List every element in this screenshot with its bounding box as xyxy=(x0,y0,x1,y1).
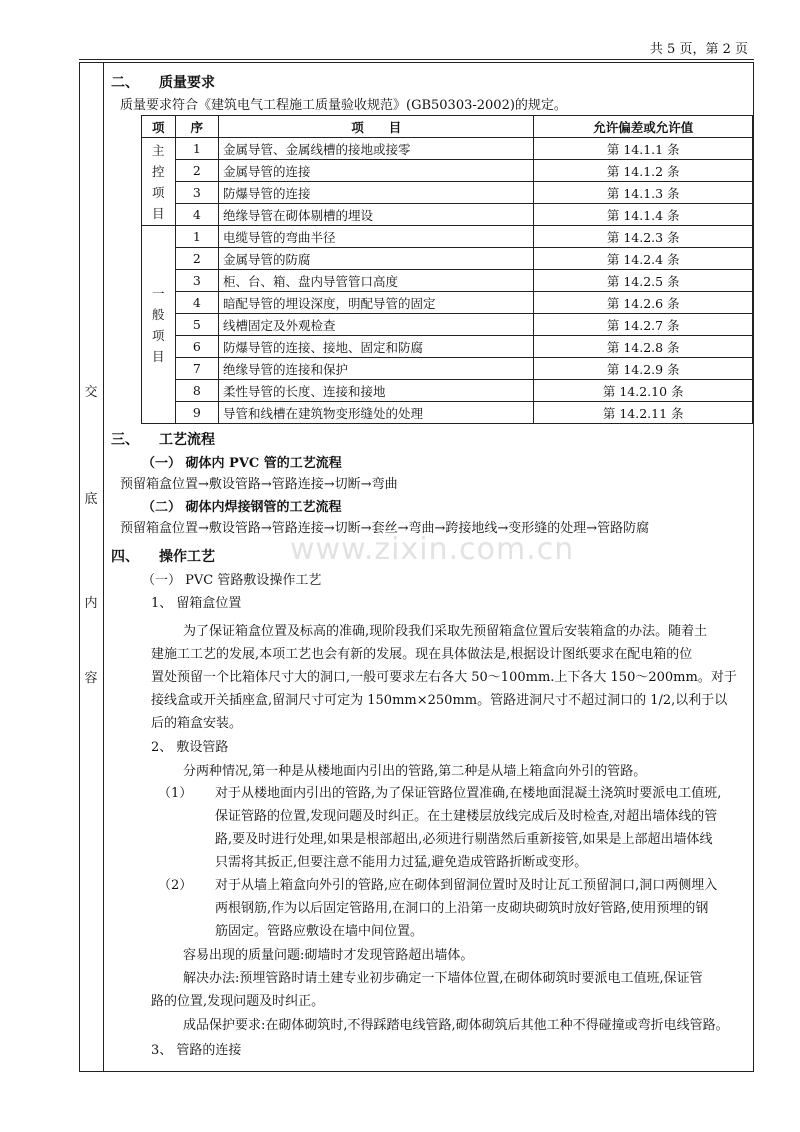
subsection-title: （二） 砌体内焊接钢管的工艺流程 xyxy=(142,500,342,515)
row-ref: 第 14.2.9 条 xyxy=(534,358,753,380)
category-char: 项 xyxy=(152,184,165,200)
row-ref: 第 14.2.8 条 xyxy=(534,336,753,358)
section-heading xyxy=(111,546,215,566)
row-item: 柔性导管的长度、连接和接地 xyxy=(218,380,533,402)
case-number: （2） xyxy=(158,878,193,893)
table-header: 项 xyxy=(142,116,176,138)
row-number: 4 xyxy=(175,204,218,226)
section-heading xyxy=(111,72,215,92)
row-ref: 第 14.2.11 条 xyxy=(534,402,753,424)
paragraph-line: 分两种情况,第一种是从楼地面内引出的管路,第二种是从墙上箱盒向外引的管路。 xyxy=(183,764,647,779)
table-row xyxy=(142,380,753,402)
paragraph-line: 容易出现的质量问题:砌墙时才发现管路超出墙体。 xyxy=(183,948,474,963)
row-number: 4 xyxy=(175,292,218,314)
section-number: 二、 xyxy=(111,75,139,91)
row-ref: 第 14.1.1 条 xyxy=(534,138,753,160)
category-char: 目 xyxy=(152,348,165,364)
table-header-row xyxy=(142,116,753,138)
row-ref: 第 14.1.2 条 xyxy=(534,160,753,182)
item-title: 1、 留箱盒位置 xyxy=(151,596,242,611)
table-header: 序 xyxy=(175,116,218,138)
row-item: 绝缘导管在砌体剔槽的埋设 xyxy=(218,204,533,226)
table-row xyxy=(142,182,753,204)
table-row xyxy=(142,358,753,380)
case-number: （1） xyxy=(158,786,193,801)
row-ref: 第 14.2.3 条 xyxy=(534,226,753,248)
table-row xyxy=(142,204,753,226)
section-number: 四、 xyxy=(111,549,139,565)
subsection-title: （一） 砌体内 PVC 管的工艺流程 xyxy=(142,456,342,471)
paragraph-line: 路的位置,发现问题及时纠正。 xyxy=(151,994,325,1009)
paragraph-line: 对于从楼地面内引出的管路,为了保证管路位置准确,在楼地面混凝土浇筑时要派电工值班, xyxy=(215,786,722,801)
paragraph-line: 解决办法:预埋管路时请土建专业初步确定一下墙体位置,在砌体砌筑时要派电工值班,保证管 xyxy=(183,971,703,986)
main-items-label xyxy=(142,138,176,226)
table-row xyxy=(142,248,753,270)
row-number: 1 xyxy=(175,226,218,248)
table-row xyxy=(142,226,753,248)
paragraph-line: 只需将其扳正,但要注意不能用力过猛,避免造成管路折断或变形。 xyxy=(215,855,588,870)
category-char: 项 xyxy=(152,327,165,343)
row-item: 防爆导管的连接、接地、固定和防腐 xyxy=(218,336,533,358)
row-number: 2 xyxy=(175,248,218,270)
page-number: 共 5 页，第 2 页 xyxy=(649,42,748,57)
row-number: 3 xyxy=(175,270,218,292)
item-title: 2、 敷设管路 xyxy=(151,740,229,755)
table-header: 允许偏差或允许值 xyxy=(534,116,753,138)
row-item: 金属导管的连接 xyxy=(218,160,533,182)
row-number: 8 xyxy=(175,380,218,402)
left-label-column xyxy=(80,63,104,1071)
quality-table xyxy=(141,115,753,424)
process-flow: 预留箱盒位置→敷设管路→管路连接→切断→弯曲 xyxy=(120,477,398,492)
row-number: 9 xyxy=(175,402,218,424)
row-item: 导管和线槽在建筑物变形缝处的处理 xyxy=(218,402,533,424)
section-heading xyxy=(111,429,215,449)
row-ref: 第 14.2.10 条 xyxy=(534,380,753,402)
paragraph-line: 对于从墙上箱盒向外引的管路,应在砌体到留洞位置时及时让瓦工预留洞口,洞口两侧埋入 xyxy=(215,878,718,893)
item-title: 3、 管路的连接 xyxy=(151,1043,242,1058)
row-number: 3 xyxy=(175,182,218,204)
row-ref: 第 14.1.3 条 xyxy=(534,182,753,204)
row-number: 5 xyxy=(175,314,218,336)
paragraph-line: 置处预留一个比箱体尺寸大的洞口,一般可要求左右各大 50～100mm.上下各大 150～200mm。对于 xyxy=(151,670,737,685)
paragraph-line: 为了保证箱盒位置及标高的准确,现阶段我们采取先预留箱盒位置后安装箱盒的办法。随着土 xyxy=(183,624,708,639)
left-label-char: 底 xyxy=(84,492,98,507)
section-title: 质量要求 xyxy=(159,75,215,91)
row-ref: 第 14.2.6 条 xyxy=(534,292,753,314)
paragraph-line: 接线盒或开关插座盒,留洞尺寸可定为 150mm×250mm。管路进洞尺寸不超过洞口的 1/2,以利于以 xyxy=(151,693,728,708)
paragraph-line: 成品保护要求:在砌体砌筑时,不得踩踏电线管路,砌体砌筑后其他工种不得碰撞或弯折电线管路。 xyxy=(183,1018,729,1033)
paragraph-line: 建施工工艺的发展,本项工艺也会有新的发展。现在具体做法是,根据设计图纸要求在配电箱的位 xyxy=(151,647,693,662)
category-char: 一 xyxy=(152,285,165,301)
paragraph-line: 路,要及时进行处理,如果是根部超出,必须进行剔凿然后重新接管,如果是上部超出墙体线 xyxy=(215,832,713,847)
row-ref: 第 14.2.7 条 xyxy=(534,314,753,336)
row-item: 柜、台、箱、盘内导管管口高度 xyxy=(218,270,533,292)
row-item: 金属导管、金属线槽的接地或接零 xyxy=(218,138,533,160)
row-item: 防爆导管的连接 xyxy=(218,182,533,204)
row-item: 线槽固定及外观检查 xyxy=(218,314,533,336)
row-item: 金属导管的防腐 xyxy=(218,248,533,270)
document-frame xyxy=(79,62,754,1072)
row-ref: 第 14.2.5 条 xyxy=(534,270,753,292)
left-label-char: 容 xyxy=(84,671,98,686)
subsection-title: （一） PVC 管路敷设操作工艺 xyxy=(142,573,322,588)
table-row xyxy=(142,138,753,160)
row-number: 7 xyxy=(175,358,218,380)
row-ref: 第 14.1.4 条 xyxy=(534,204,753,226)
table-row xyxy=(142,314,753,336)
paragraph-line: 保证管路的位置,发现问题及时纠正。在土建楼层放线完成后及时检查,对超出墙体线的管 xyxy=(215,809,718,824)
table-row xyxy=(142,270,753,292)
general-items-label xyxy=(142,226,176,424)
row-number: 1 xyxy=(175,138,218,160)
top-rule xyxy=(79,59,754,60)
section-title: 工艺流程 xyxy=(159,432,215,448)
table-row xyxy=(142,402,753,424)
paragraph-line: 两根钢筋,作为以后固定管路用,在洞口的上沿第一皮砌块砌筑时放好管路,使用预埋的钢 xyxy=(215,901,709,916)
row-ref: 第 14.2.4 条 xyxy=(534,248,753,270)
category-char: 主 xyxy=(152,142,165,158)
category-char: 目 xyxy=(152,205,165,221)
watermark: www.zixin.com.cn xyxy=(290,532,575,567)
table-row xyxy=(142,160,753,182)
table-row xyxy=(142,292,753,314)
section-intro: 质量要求符合《建筑电气工程施工质量验收规范》(GB50303-2002)的规定。 xyxy=(120,98,567,113)
row-number: 2 xyxy=(175,160,218,182)
row-item: 暗配导管的埋设深度，明配导管的固定 xyxy=(218,292,533,314)
paragraph-line: 筋固定。管路应敷设在墙中间位置。 xyxy=(215,924,424,939)
row-item: 电缆导管的弯曲半径 xyxy=(218,226,533,248)
paragraph-line: 后的箱盒安装。 xyxy=(151,716,243,731)
category-char: 般 xyxy=(152,306,165,322)
table-row xyxy=(142,336,753,358)
row-number: 6 xyxy=(175,336,218,358)
process-flow: 预留箱盒位置→敷设管路→管路连接→切断→套丝→弯曲→跨接地线→变形缝的处理→管路防腐 xyxy=(120,521,650,536)
left-label-char: 内 xyxy=(84,596,98,611)
left-label-char: 交 xyxy=(84,385,98,400)
section-number: 三、 xyxy=(111,432,139,448)
row-item: 绝缘导管的连接和保护 xyxy=(218,358,533,380)
section-title: 操作工艺 xyxy=(159,549,215,565)
table-header: 项 目 xyxy=(218,116,533,138)
category-char: 控 xyxy=(152,163,165,179)
